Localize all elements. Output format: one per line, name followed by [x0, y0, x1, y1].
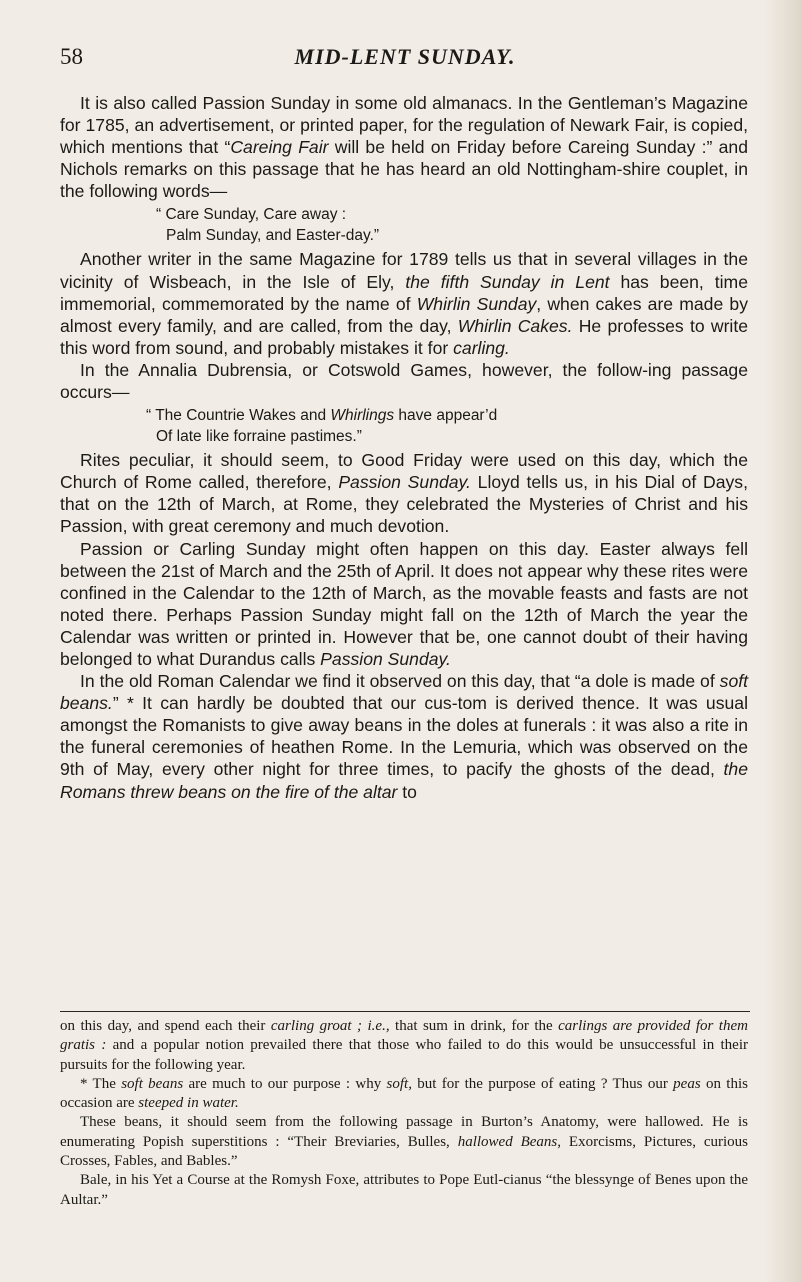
verse-line: “ Care Sunday, Care away :	[156, 206, 347, 224]
footnote-bale: Bale, in his Yet a Course at the Romysh Foxe, attributes to Pope Eutl-cianus “the blessynge of Benes upon the Aultar.”	[60, 1172, 748, 1208]
emphasis: Whirlin Cakes.	[457, 315, 573, 336]
main-text	[60, 92, 748, 803]
emphasis: soft beans	[121, 1075, 184, 1092]
emphasis: carling.	[453, 337, 510, 358]
emphasis: Passion Sunday.	[338, 472, 471, 493]
emphasis: Whirlin Sunday	[416, 293, 537, 314]
paragraph-passion-sunday-almanacs: It is also called Passion Sunday in some old almanacs. In the Gentleman’s Magazine for 1785, an advertisement, or printed paper, for the regulation of Newark Fair, is copied, which mentions that “Careing Fair will be held on Friday before Careing Sunday :” and Nichols remarks on this passage that he has heard an old Nottingham-shire couplet, in the following words—	[60, 93, 748, 202]
paragraph-roman-calendar: In the old Roman Calendar we find it observed on this day, that “a dole is made of soft beans.” * It can hardly be doubted that our cus-tom is derived thence. It was usual amongst the Romanists to give away beans in the doles at funerals : it was also a rite in the funeral ceremonies of heathen Rome. In the Lemuria, which was observed on the 9th of May, every other night for three times, to pacify the ghosts of the dead, the Romans threw beans on the fire of the altar to	[60, 671, 748, 802]
emphasis: soft beans.	[60, 671, 748, 714]
paragraph-carling-sunday: Passion or Carling Sunday might often happen on this day. Easter always fell between the 21st of March and the 25th of April. It does not appear why these rites were confined in the Calendar to the 12th of March, as the movable feasts and fasts are not noted there. Perhaps Passion Sunday might fall on the 12th of March the year the Calendar was written or printed in. However that be, one cannot doubt of their having belonged to what Durandus calls Passion Sunday.	[60, 538, 748, 669]
footnotes	[60, 1017, 748, 1210]
footnote-burton-anatomy: These beans, it should seem from the following passage in Burton’s Anatomy, were hallowed. He is enumerating Popish superstitions : “Their Breviaries, Bulles, hallowed Beans, Exorcisms, Pictures, curious Crosses, Fables, and Bables.”	[60, 1114, 749, 1170]
page-number: 58	[60, 44, 83, 69]
verse-line: Palm Sunday, and Easter-day.”	[166, 227, 380, 245]
emphasis: the Romans threw beans on the fire of the altar	[60, 759, 748, 802]
paragraph-rites-peculiar: Rites peculiar, it should seem, to Good Friday were used on this day, which the Church of Rome called, therefore, Passion Sunday. Lloyd tells us, in his Dial of Days, that on the 12th of March, at Rome, they celebrated the Mysteries of Christ and his Passion, with great ceremony and much devotion.	[60, 450, 748, 537]
emphasis: Careing Fair	[230, 137, 329, 158]
verse-line: “ The Countrie Wakes and Whirlings have appear’d	[146, 407, 498, 425]
page-edge-shadow	[763, 0, 801, 1282]
emphasis: peas	[673, 1075, 701, 1092]
running-title: MID-LENT SUNDAY.	[294, 44, 516, 69]
emphasis: the fifth Sunday in Lent	[405, 271, 610, 292]
emphasis: carling groat ; i.e.,	[270, 1018, 390, 1034]
emphasis: carlings are provided for them gratis :	[60, 1018, 748, 1054]
emphasis: soft,	[386, 1075, 412, 1092]
emphasis: Whirlings	[330, 407, 395, 425]
emphasis: steeped in water.	[138, 1095, 239, 1112]
footnote-divider	[60, 1011, 750, 1012]
paragraph-annalia-dubrensia: In the Annalia Dubrensia, or Cotswold Games, however, the follow-ing passage occurs—	[60, 359, 748, 403]
verse-care-sunday	[60, 204, 748, 246]
footnote-continuation: on this day, and spend each their carling groat ; i.e., that sum in drink, for the carlings are provided for them gratis : and a popular notion prevailed there that those who failed to do this would be unsuccessful in their pursuits for the following year.	[60, 1018, 748, 1073]
page-header	[60, 44, 750, 76]
verse-countrie-wakes	[60, 405, 748, 447]
emphasis: Passion Sunday.	[320, 648, 451, 669]
verse-line: Of late like forraine pastimes.”	[156, 428, 362, 446]
footnote-soft-beans: * The soft beans are much to our purpose : why soft, but for the purpose of eating ? Thus our peas on this occasion are steeped in water.	[60, 1075, 748, 1112]
paragraph-whirlin-sunday: Another writer in the same Magazine for 1789 tells us that in several villages in the vicinity of Wisbeach, in the Isle of Ely, the fifth Sunday in Lent has been, time immemorial, commemorated by the name of Whirlin Sunday, when cakes are made by almost every family, and are called, from the day, Whirlin Cakes. He professes to write this word from sound, and probably mistakes it for carling.	[60, 249, 749, 358]
emphasis: hallowed Beans,	[457, 1133, 562, 1150]
